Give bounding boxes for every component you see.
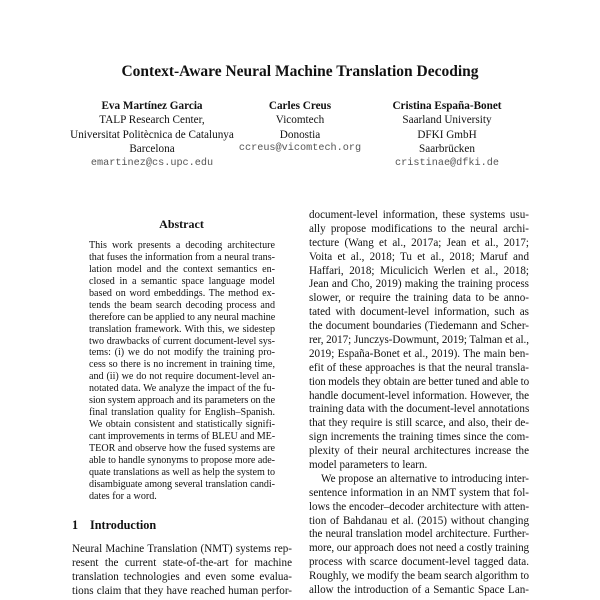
text-line: able to handle synonyms to propose more ade-: [89, 454, 275, 466]
author-affiliation: Saarland University: [402, 114, 492, 127]
text-line: two drawbacks of current document-level sys-: [89, 335, 275, 347]
text-line: We obtain consistent and statistically signifi-: [89, 419, 275, 431]
text-line: TEOR and observe how the fused systems are: [89, 442, 275, 454]
text-line: notated data. We analyze the impact of the fu-: [89, 383, 275, 395]
section-number: 1: [72, 518, 79, 532]
text-line: Neural Machine Translation (NMT) systems rep-: [72, 543, 292, 555]
paper-title: Context-Aware Neural Machine Translation Decoding: [121, 63, 479, 80]
text-line: dates for a word.: [89, 490, 157, 502]
text-line: tems: (i) we do not modify the training pro-: [89, 347, 275, 359]
text-line: sentence information in an NMT system that fol-: [309, 486, 529, 499]
author-email: cristinae@dfki.de: [395, 157, 499, 169]
text-line: translation technologies and even some evalua-: [72, 570, 292, 583]
author-name: Cristina España-Bonet: [392, 100, 502, 112]
section-title: Introduction: [90, 518, 157, 532]
text-line: tion of Bahdanau et al. (2015) without changing: [309, 514, 529, 527]
section-heading-introduction: [72, 517, 156, 533]
text-line: Voita et al., 2018; Tu et al., 2018; Maruf and: [309, 250, 529, 263]
text-line: quate translations as well as help the system to: [89, 466, 275, 478]
author-affiliation: Vicomtech: [275, 114, 325, 127]
text-line: This work presents a decoding architecture: [89, 240, 275, 251]
abstract-body: [89, 240, 275, 503]
right-column-body: [309, 209, 529, 598]
text-line: Jean and Cho, 2019) making the training process: [309, 278, 529, 291]
author-email: ccreus@vicomtech.org: [238, 143, 362, 155]
text-line: process with scarce document-level tagged data.: [309, 556, 529, 569]
text-line: closed in a semantic space language model: [89, 275, 275, 287]
text-line: sion system approach and its parameters on the: [89, 395, 275, 407]
abstract-heading: Abstract: [159, 217, 204, 231]
text-line: efit of these approaches is that the neural transla-: [309, 361, 529, 374]
text-line: ally propose modifications to the neural archi-: [309, 222, 529, 235]
text-line: cant improvements in terms of BLEU and ME-: [89, 431, 275, 442]
text-line: cess so there is no increment in training time,: [89, 359, 275, 371]
author-city: Saarbrücken: [419, 143, 475, 156]
text-line: slower, or require the training data to be anno-: [309, 292, 529, 305]
text-line: Haffari, 2018; Miculicich Werlen et al., 2018;: [309, 264, 529, 277]
text-line: training data with the document-level annotations: [309, 403, 529, 416]
author-city: Barcelona: [129, 143, 175, 156]
text-line: resent the current state-of-the-art for machine: [72, 556, 292, 569]
author-email: emartinez@cs.upc.edu: [90, 157, 214, 169]
text-line: Roughly, we modify the beam search algorithm to: [309, 570, 529, 583]
text-line: tion models they obtain are better tuned and able to: [309, 375, 529, 388]
text-line: We propose an alternative to introducing inter-: [321, 472, 529, 485]
author-city: Donostia: [279, 128, 321, 141]
text-line: sign increments the training times since the com-: [309, 431, 529, 444]
author-block: [347, 99, 547, 171]
text-line: the document boundaries (Tiedemann and Scher-: [309, 320, 529, 333]
text-line: tions claim that they have reached human perfor-: [72, 584, 292, 597]
text-line: tated with document-level information, such as: [309, 306, 529, 319]
text-line: disambiguate among several translation candi-: [89, 478, 275, 490]
author-affiliation: TALP Research Center,: [99, 114, 205, 127]
text-line: and (ii) we do not require document-level an-: [89, 371, 275, 383]
text-line: document-level information, these systems usu-: [309, 209, 529, 221]
text-line: 2019; España-Bonet et al., 2019). The main ben-: [309, 347, 529, 360]
text-line: final translation quality for English–Spanish.: [89, 407, 275, 419]
author-name: Eva Martínez Garcia: [101, 100, 203, 112]
text-line: more, our approach does not need a costly training: [309, 542, 529, 555]
text-line: model parameters to learn.: [309, 459, 428, 472]
text-line: allow the introduction of a Semantic Space Lan-: [309, 584, 529, 597]
introduction-body: [72, 543, 292, 599]
text-line: rer, 2017; Junczys-Dowmunt, 2019; Talman et al.,: [309, 334, 529, 347]
text-line: that fuses the information from a neural trans-: [89, 251, 275, 263]
text-line: handle document-level information. However, the: [309, 389, 529, 402]
author-affiliation: Universitat Politècnica de Catalunya: [70, 128, 234, 141]
text-line: plexity of their neural architectures increase the: [309, 445, 529, 458]
author-name: Carles Creus: [268, 100, 332, 112]
text-line: therefore can be applied to any neural machine: [89, 311, 275, 323]
text-line: tecture (Wang et al., 2017a; Jean et al., 2017;: [309, 236, 529, 249]
text-line: translation framework. With this, we sidestep: [89, 323, 275, 335]
author-affiliation: DFKI GmbH: [417, 128, 477, 141]
text-line: lows the encoder–decoder architecture with atten-: [309, 500, 529, 513]
text-line: lation model and the context semantics en-: [89, 263, 275, 275]
text-line: tends the beam search decoding process and: [89, 299, 275, 311]
text-line: based on word embeddings. The method ex-: [89, 287, 275, 299]
text-line: that they require is still scarce, and also, their de-: [309, 417, 529, 430]
text-line: the neural translation model architecture. Further-: [309, 528, 529, 541]
